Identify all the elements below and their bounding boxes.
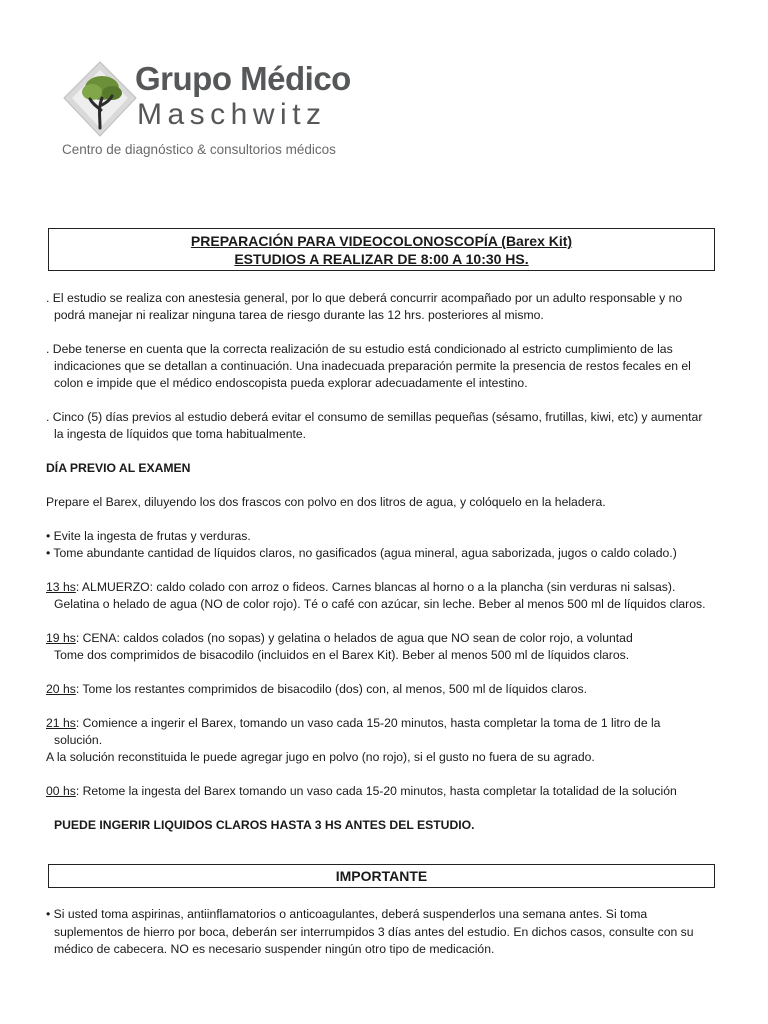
document-title-box xyxy=(48,228,715,271)
text-line: suplementos de hierro por boca, deberán ser interrumpidos 3 días antes del estudio. En dichos casos, consulte con su xyxy=(54,924,694,939)
schedule-line xyxy=(46,681,736,698)
time-label: 19 hs xyxy=(46,631,76,645)
text-line: : Comience a ingerir el Barex, tomando un vaso cada 15-20 minutos, hasta completar la toma de 1 litro de la xyxy=(75,716,661,730)
time-label: 20 hs xyxy=(46,682,76,696)
text-line: colon e impide que el médico endoscopista pueda explorar adecuadamente el intestino. xyxy=(54,376,528,390)
text-line: . El estudio se realiza con anestesia general, por lo que deberá concurrir acompañado por un adulto responsable y no xyxy=(46,291,683,305)
day-before-bullets xyxy=(46,528,736,562)
text-line: médico de cabecera. NO es necesario suspender ningún otro tipo de medicación. xyxy=(54,942,495,956)
brand-name-line1: Grupo Médico xyxy=(135,60,351,97)
time-label: 00 hs xyxy=(46,784,76,798)
section-heading-day-before: DÍA PREVIO AL EXAMEN xyxy=(46,461,191,475)
text-line: : ALMUERZO: caldo colado con arroz o fideos. Carnes blancas al horno o a la plancha (sin verduras ni salsas). xyxy=(75,580,676,594)
bullet-item: • Tome abundante cantidad de líquidos claros, no gasificados (agua mineral, agua saborizada, jugos o caldo colado.) xyxy=(46,546,677,560)
barex-preparation: Prepare el Barex, diluyendo los dos frascos con polvo en dos litros de agua, y colóquelo en la heladera. xyxy=(46,495,606,509)
text-line: : Retome la ingesta del Barex tomando un vaso cada 15-20 minutos, hasta completar la totalidad de la solución xyxy=(75,784,677,798)
important-heading-box xyxy=(48,864,715,888)
schedule-00hs xyxy=(46,783,736,800)
schedule-line xyxy=(46,783,736,800)
schedule-line xyxy=(46,715,736,732)
schedule-19hs xyxy=(46,630,736,664)
intro-paragraph-diet xyxy=(46,409,736,443)
brand-tagline: Centro de diagnóstico & consultorios médicos xyxy=(62,142,336,157)
intro-paragraph-anesthesia xyxy=(46,290,736,324)
intro-paragraph-preparation xyxy=(46,341,736,392)
text-line: podrá manejar ni realizar ninguna tarea de riesgo durante las 12 hrs. posteriores al mismo. xyxy=(54,308,544,322)
text-line: . Cinco (5) días previos al estudio deberá evitar el consumo de semillas pequeñas (sésamo, frutillas, kiwi, etc) y aumentar xyxy=(46,410,703,424)
text-line: • Si usted toma aspirinas, antiinflamatorios o anticoagulantes, deberá suspenderlos una semana antes. Si toma xyxy=(46,907,648,921)
document-subtitle: ESTUDIOS A REALIZAR DE 8:00 A 10:30 HS. xyxy=(234,251,529,267)
schedule-21hs xyxy=(46,715,736,766)
text-line: Gelatina o helado de agua (NO de color rojo). Té o café con azúcar, sin leche. Beber al menos 500 ml de líquidos claros. xyxy=(54,597,706,611)
instructions-body xyxy=(46,290,736,851)
document-title: PREPARACIÓN PARA VIDEOCOLONOSCOPÍA (Barex Kit) xyxy=(190,233,573,249)
time-label: 21 hs xyxy=(46,716,76,730)
clear-liquids-note: PUEDE INGERIR LIQUIDOS CLAROS HASTA 3 HS ANTES DEL ESTUDIO. xyxy=(54,818,475,832)
brand-name-line2: Maschwitz xyxy=(137,98,327,131)
time-label: 13 hs xyxy=(46,580,76,594)
schedule-13hs xyxy=(46,579,736,613)
text-line: la ingesta de líquidos que toma habitualmente. xyxy=(54,427,307,441)
text-line: : CENA: caldos colados (no sopas) y gelatina o helados de agua que NO sean de color rojo, a voluntad xyxy=(75,631,633,645)
text-line: solución. xyxy=(54,733,103,747)
schedule-line xyxy=(46,630,736,647)
text-line: A la solución reconstituida le puede agregar jugo en polvo (no rojo), si el gusto no fuera de su agrado. xyxy=(46,750,595,764)
text-line: indicaciones que se detallan a continuación. Una inadecuada preparación permite la presencia de restos fecales en el xyxy=(54,359,691,373)
bullet-item: • Evite la ingesta de frutas y verduras. xyxy=(46,529,251,543)
brand-logo xyxy=(62,58,362,168)
tree-logo-icon xyxy=(62,60,138,140)
schedule-20hs xyxy=(46,681,736,698)
important-text xyxy=(46,906,736,959)
schedule-line xyxy=(46,579,736,596)
text-line: . Debe tenerse en cuenta que la correcta realización de su estudio está condicionado al estricto cumplimiento de las xyxy=(46,342,673,356)
text-line: Tome dos comprimidos de bisacodilo (incluidos en el Barex Kit). Beber al menos 500 ml de líquidos claros. xyxy=(54,648,630,662)
text-line: : Tome los restantes comprimidos de bisacodilo (dos) con, al menos, 500 ml de líquidos claros. xyxy=(75,682,588,696)
important-heading: IMPORTANTE xyxy=(335,868,428,884)
